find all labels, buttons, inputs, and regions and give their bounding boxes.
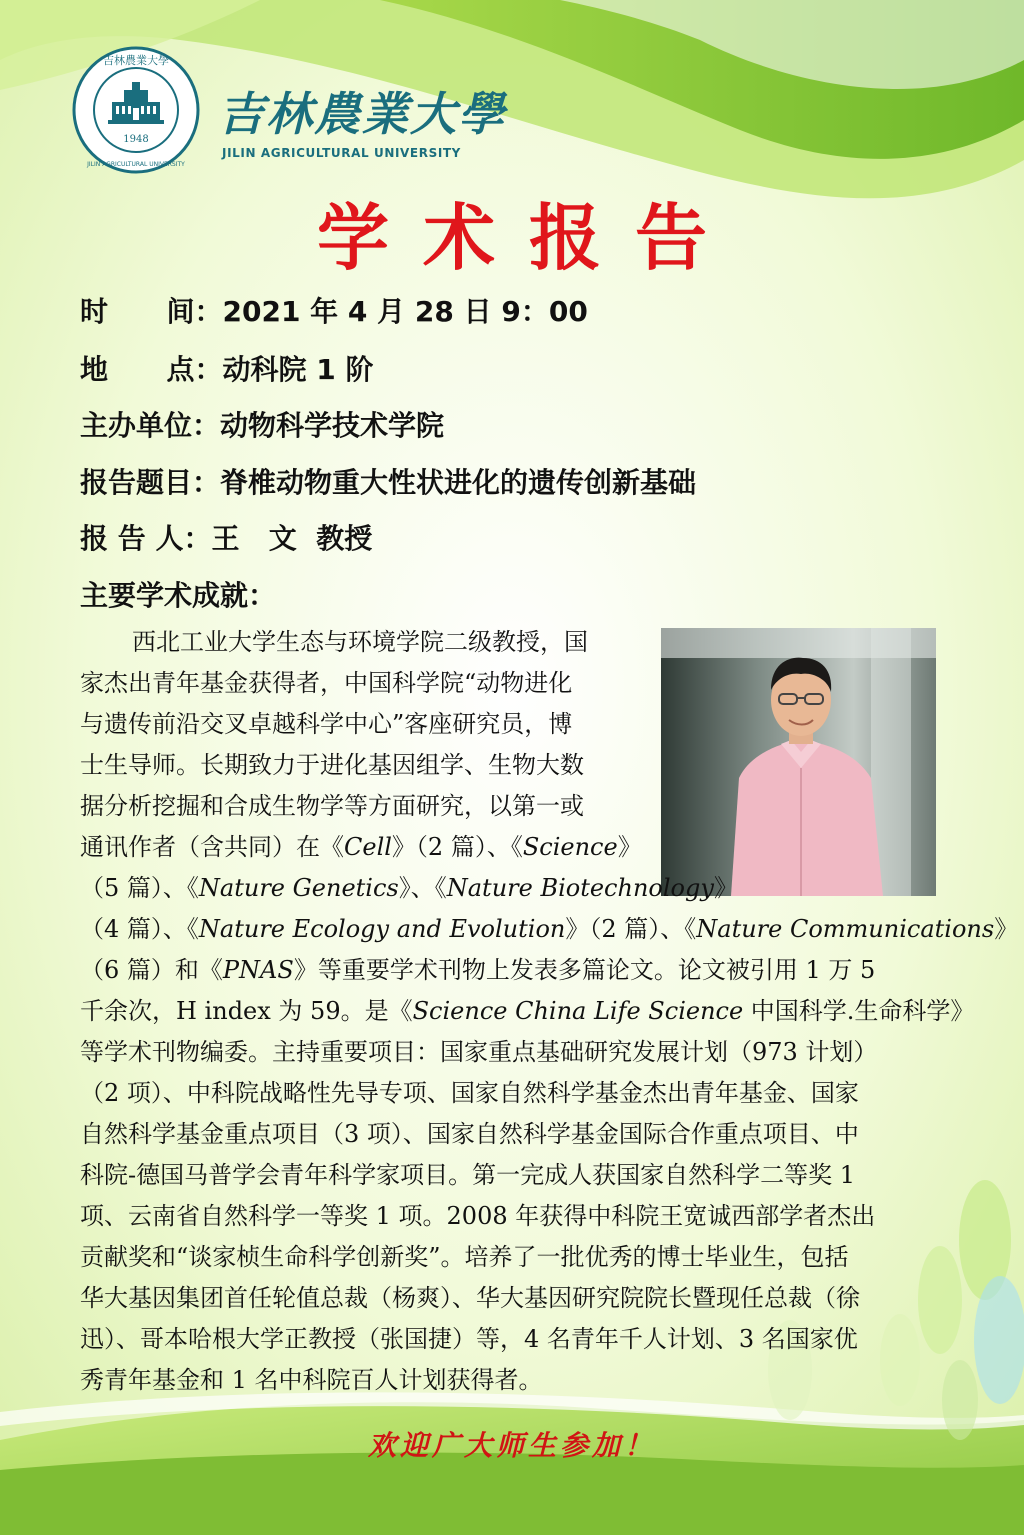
bio-line: 西北工业大学生态与环境学院二级教授，国 <box>132 628 588 656</box>
place-value: 动科院 1 阶 <box>222 353 374 386</box>
bio-text: 》（2 篇）、《 <box>565 915 697 943</box>
bio-text: 通讯作者（含共同）在《 <box>80 833 344 861</box>
bio-text: （4 篇）、《 <box>80 915 199 943</box>
bio-text: 》等重要学术刊物上发表多篇论文。论文被引用 1 万 5 <box>293 956 876 984</box>
bio-line <box>80 991 974 1032</box>
bio-text: 》、《 <box>398 874 447 902</box>
place-row <box>80 350 373 390</box>
journal-science: Science <box>522 833 618 861</box>
time-label: 时 间： <box>80 295 223 328</box>
university-name-cn: 吉林農業大學 <box>218 87 506 141</box>
journal-nature-biotech: Nature Biotechnology <box>446 874 714 902</box>
topic-row <box>80 463 696 503</box>
university-name-en: JILIN AGRICULTURAL UNIVERSITY <box>222 146 461 160</box>
bio-line <box>80 827 642 868</box>
university-seal-logo <box>72 46 200 174</box>
host-value: 动物科学技术学院 <box>220 409 445 442</box>
bio-text: 》 <box>994 915 1019 943</box>
journal-nature-ecology: Nature Ecology and Evolution <box>198 915 566 943</box>
bio-line: 自然科学基金重点项目（3 项）、国家自然科学基金国际合作重点项目、中 <box>80 1120 859 1148</box>
time-value: 2021 年 4 月 28 日 9：00 <box>222 295 588 328</box>
speaker-label: 报 告 人： <box>80 522 212 555</box>
bio-line: 科院-德国马普学会青年科学家项目。第一完成人获国家自然科学二等奖 1 <box>80 1161 856 1189</box>
topic-value: 脊椎动物重大性状进化的遗传创新基础 <box>220 466 697 499</box>
bio-text: 》（2 篇）、《 <box>391 833 523 861</box>
welcome-footer: 欢迎广大师生参加！ <box>367 1429 656 1462</box>
speaker-row <box>80 519 372 559</box>
bio-line: 迅）、哥本哈根大学正教授（张国捷）等，4 名青年千人计划、3 名国家优 <box>80 1325 858 1353</box>
bio-text: （6 篇）和《 <box>80 956 223 984</box>
bio-line: 等学术刊物编委。主持重要项目：国家重点基础研究发展计划（973 计划） <box>80 1038 878 1066</box>
bio-line: 贡献奖和“谈家桢生命科学创新奖”。培养了一批优秀的博士毕业生，包括 <box>80 1243 849 1271</box>
host-label: 主办单位： <box>80 409 221 442</box>
host-row <box>80 406 444 446</box>
bio-text: 》 <box>713 874 738 902</box>
topic-label: 报告题目： <box>80 466 221 499</box>
seal-text-bottom: JILIN AGRICULTURAL UNIVERSITY <box>87 161 185 168</box>
speaker-photo <box>661 628 936 896</box>
bio-line: 项、云南省自然科学一等奖 1 项。2008 年获得中科院王宽诚西部学者杰出 <box>80 1202 876 1230</box>
journal-nature-comm: Nature Communications <box>696 915 995 943</box>
bio-text: 》 <box>617 833 642 861</box>
bio-line <box>80 950 875 991</box>
journal-nature-genetics: Nature Genetics <box>198 874 399 902</box>
speaker-value: 王 文 教授 <box>211 522 373 555</box>
bio-text: 中国科学.生命科学》 <box>743 997 975 1025</box>
seal-year: 1948 <box>123 134 149 145</box>
bio-text: （5 篇）、《 <box>80 874 199 902</box>
journal-cell: Cell <box>344 833 392 861</box>
page-title: 学术报告 <box>316 196 741 280</box>
bio-line <box>80 868 738 909</box>
bio-line: 秀青年基金和 1 名中科院百人计划获得者。 <box>80 1366 543 1394</box>
bio-line: 家杰出青年基金获得者，中国科学院“动物进化 <box>80 669 573 697</box>
time-row <box>80 292 588 332</box>
journal-sci-china: Science China Life Science <box>412 997 744 1025</box>
bio-line: （2 项）、中科院战略性先导专项、国家自然科学基金杰出青年基金、国家 <box>80 1079 859 1107</box>
bio-line: 士生导师。长期致力于进化基因组学、生物大数 <box>80 751 584 779</box>
bio-line: 据分析挖掘和合成生物学等方面研究，以第一或 <box>80 792 584 820</box>
bio-text: 千余次，H index 为 59。是《 <box>80 997 413 1025</box>
bio-line: 与遗传前沿交叉卓越科学中心”客座研究员，博 <box>80 710 573 738</box>
seal-text-top: 吉林農業大學 <box>103 54 169 67</box>
place-label: 地 点： <box>80 353 223 386</box>
bio-line: 华大基因集团首任轮值总裁（杨爽）、华大基因研究院院长暨现任总裁（徐 <box>80 1284 860 1312</box>
journal-pnas: PNAS <box>222 956 294 984</box>
achievements-heading: 主要学术成就： <box>80 579 277 612</box>
bio-line <box>80 909 1018 950</box>
